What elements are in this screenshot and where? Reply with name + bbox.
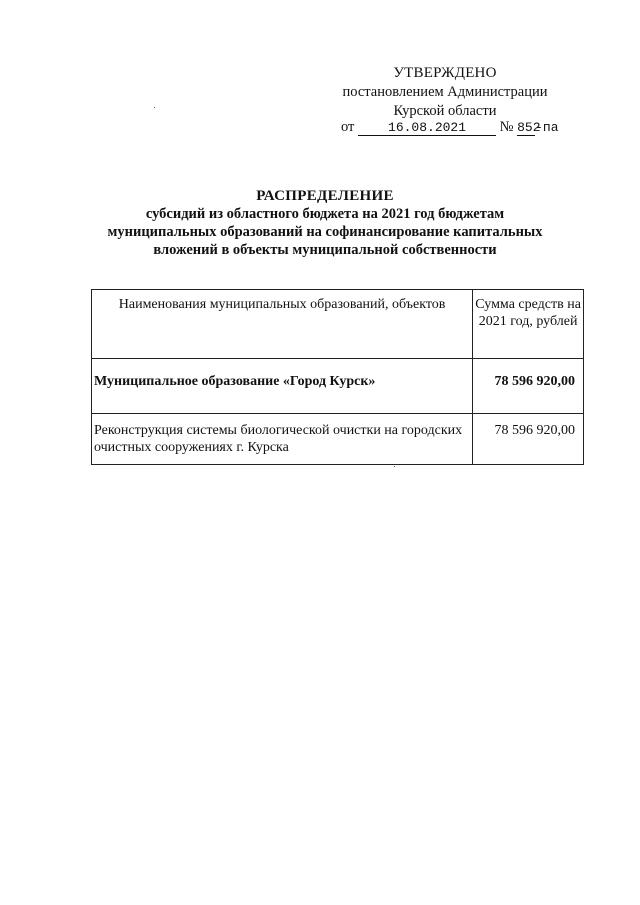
- scan-speck: [154, 107, 155, 108]
- title-line-2: муниципальных образований на софинансирование капитальных: [107, 224, 543, 240]
- decree-number: 852: [517, 120, 541, 135]
- header-sum: Сумма средств на 2021 год, рублей: [473, 290, 584, 359]
- table-row: [92, 414, 584, 465]
- title-line-1: субсидий из областного бюджета на 2021 год бюджетам: [145, 206, 505, 222]
- approval-line-2: Курской области: [393, 103, 497, 119]
- decree-number-suffix: -па: [535, 120, 559, 135]
- title-heading: РАСПРЕДЕЛЕНИЕ: [256, 188, 394, 204]
- row-sum: 78 596 920,00: [473, 359, 584, 414]
- number-sign: №: [499, 119, 514, 135]
- distribution-table: [91, 289, 584, 465]
- header-name: Наименования муниципальных образований, объектов: [92, 290, 473, 359]
- approval-stamp: [325, 64, 565, 121]
- row-name: Реконструкция системы биологической очистки на городских очистных сооружениях г. Курска: [92, 414, 473, 465]
- row-sum: 78 596 920,00: [473, 414, 584, 465]
- approval-title: УТВЕРЖДЕНО: [393, 65, 497, 81]
- document-title: [90, 187, 560, 259]
- from-label: от: [341, 119, 355, 135]
- table-header-row: [92, 290, 584, 359]
- scan-speck: [394, 466, 395, 467]
- decree-date: 16.08.2021: [358, 121, 496, 136]
- table-row: [92, 359, 584, 414]
- decree-date-number: [341, 119, 581, 136]
- row-name: Муниципальное образование «Город Курск»: [92, 359, 473, 414]
- approval-line-1: постановлением Администрации: [342, 84, 548, 100]
- title-line-3: вложений в объекты муниципальной собственности: [153, 242, 497, 258]
